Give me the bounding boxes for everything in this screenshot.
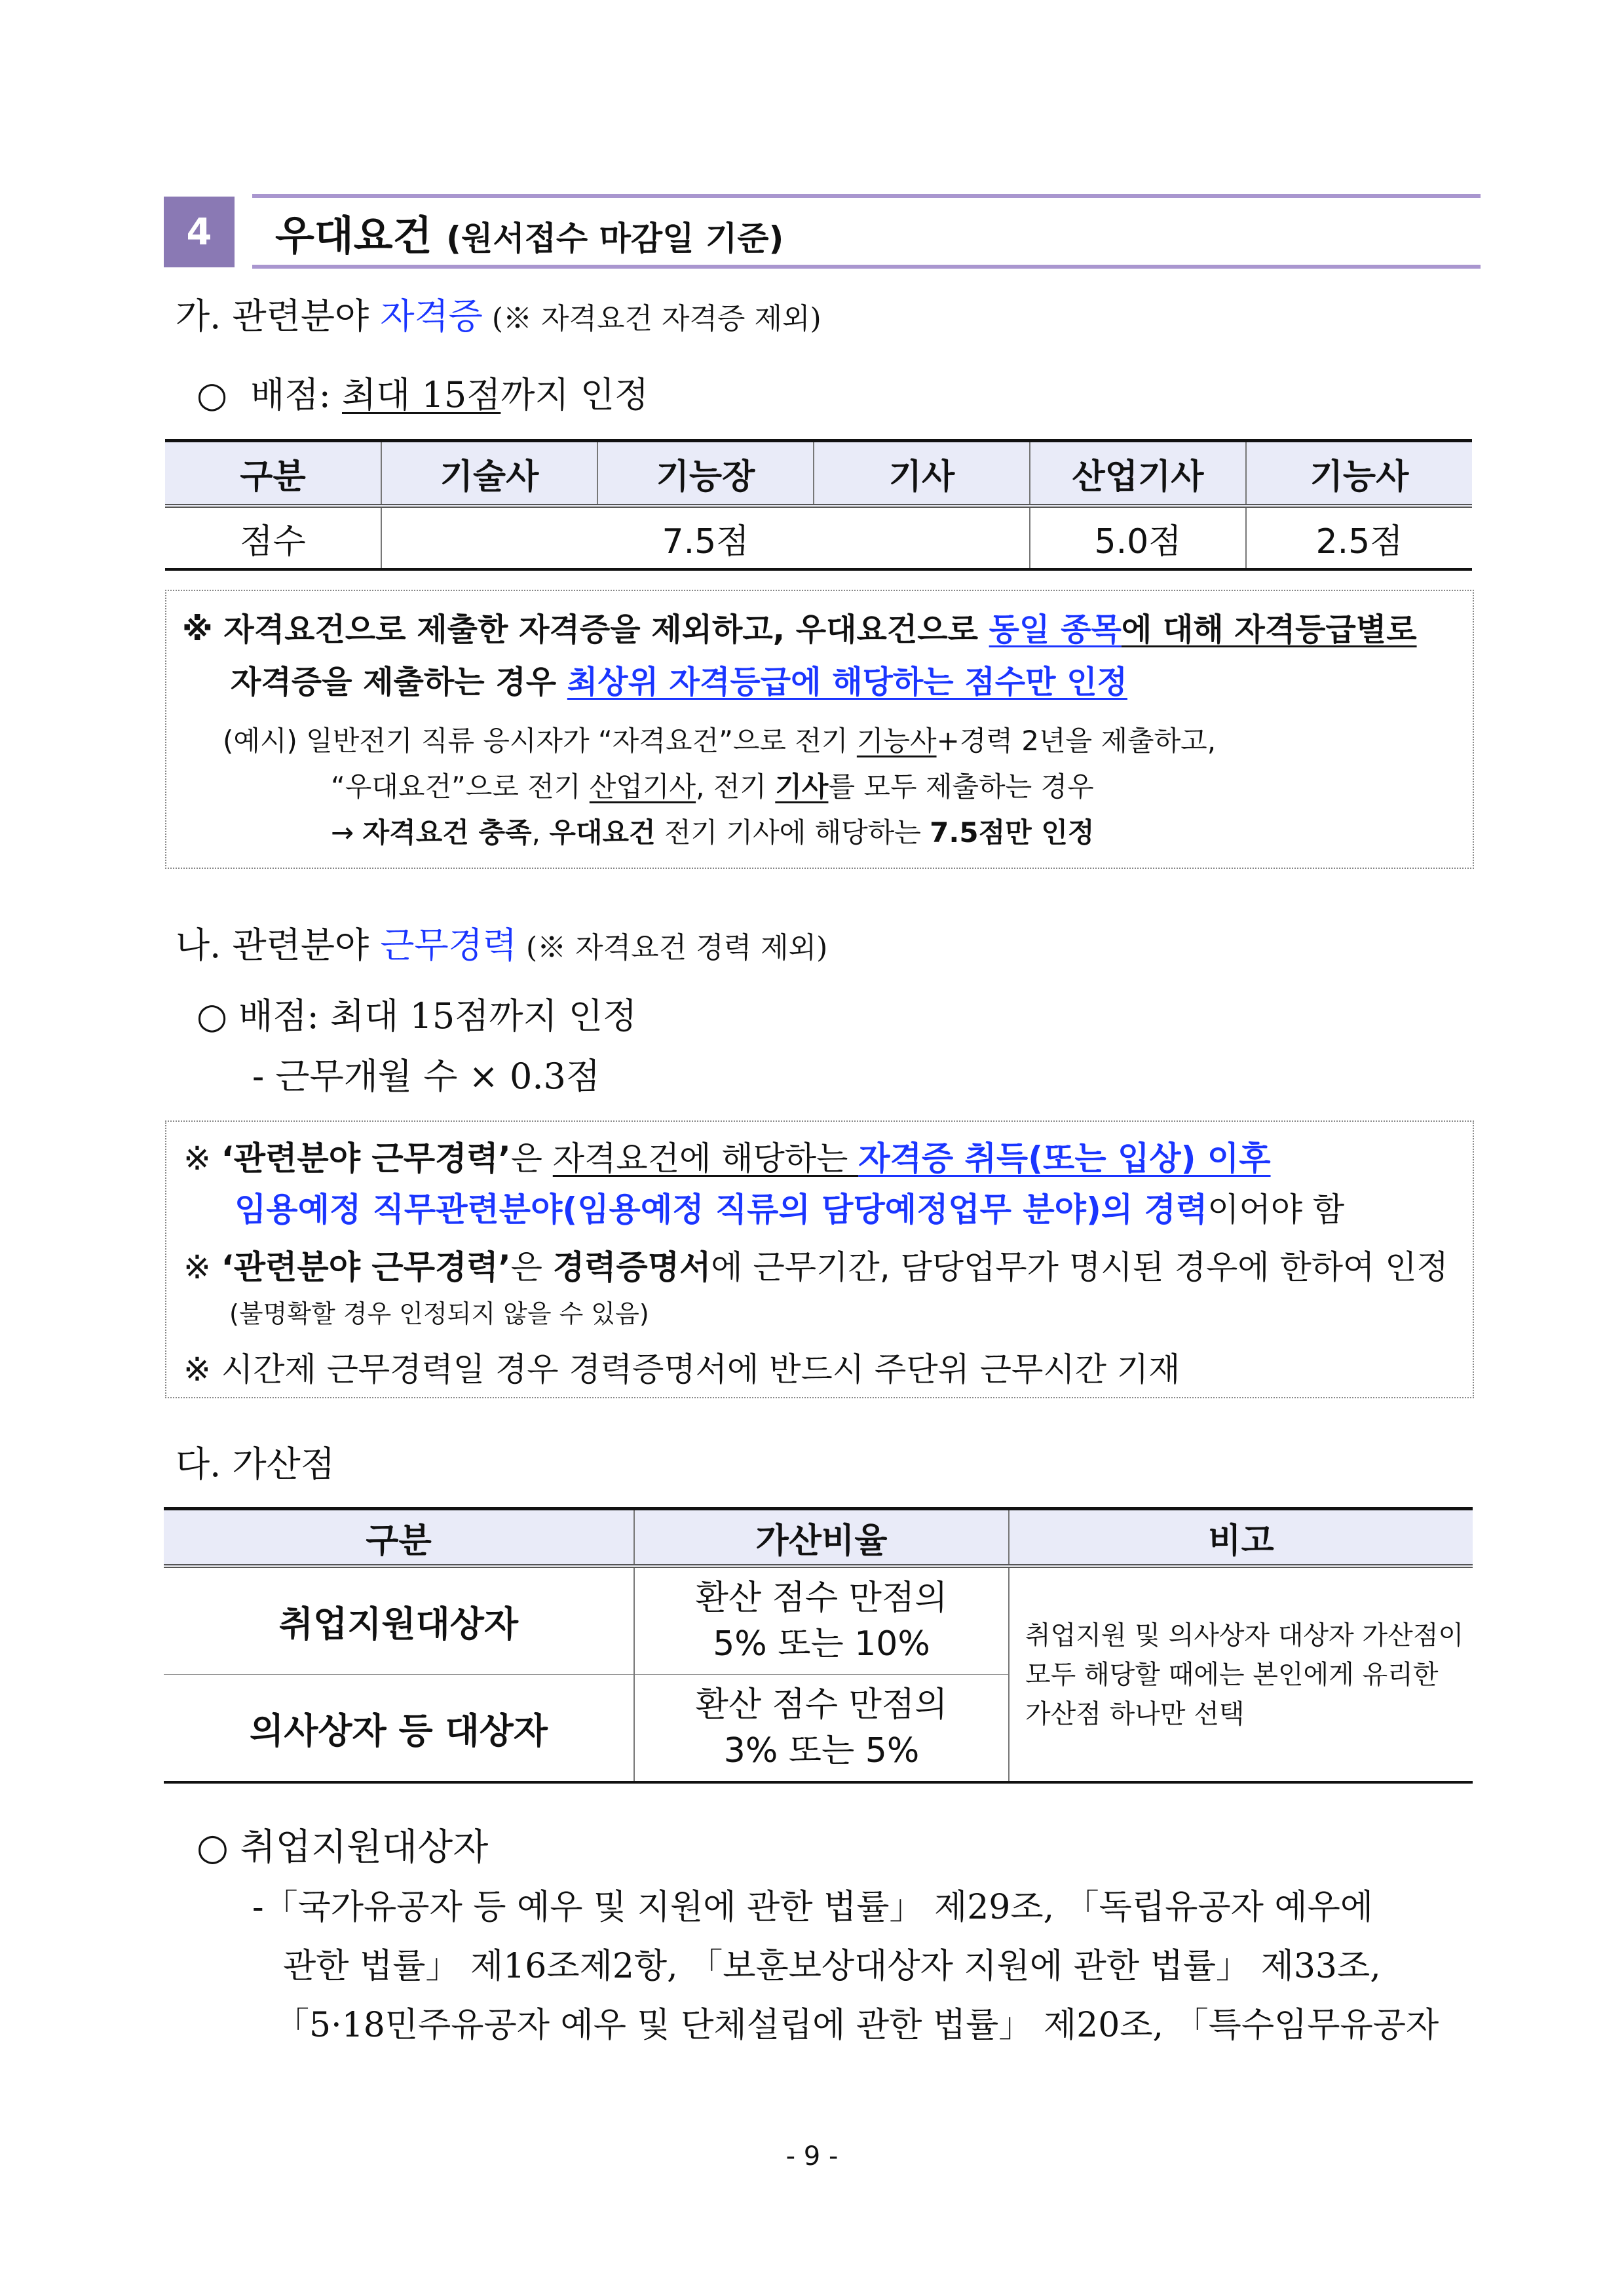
remark-line: 취업지원 및 의사상자 대상자 가산점이: [1025, 1620, 1464, 1651]
part-b-suffix: (※ 자격요건 경력 제외): [516, 931, 828, 965]
score-underlined: 최대 15점: [341, 374, 501, 415]
score-rest: 까지 인정: [500, 374, 649, 415]
part-a-score-line: [197, 367, 649, 417]
note-text: ※: [183, 1139, 221, 1177]
table-cell: 5.0점: [1030, 506, 1246, 569]
part-a-highlight: 자격증: [380, 296, 483, 337]
note-text: 자격요건으로 제출한 자격증을 제외하고, 우대요건으로: [223, 611, 989, 648]
note-text: 에 근무기간, 담당업무가 명시된 경우에 한하여 인정: [711, 1248, 1448, 1286]
part-a-prefix: 가. 관련분야: [176, 296, 381, 337]
part-a-heading: [176, 288, 821, 339]
table-cell: 점수: [240, 522, 306, 562]
law-line-2: 관한 법률」 제16조제2항, 「보훈보상대상자 지원에 관한 법률」 제33조,: [283, 1947, 1381, 1986]
note-b-line-4: (불명확할 경우 인정되지 않을 수 있음): [229, 1299, 649, 1328]
table-header-cell: 비고: [1009, 1509, 1473, 1567]
score-lead: 배점:: [250, 374, 342, 415]
note-b-line-2: [235, 1183, 1344, 1231]
table-cell: 7.5점: [381, 506, 1030, 569]
rate-line: 3% 또는 5%: [723, 1731, 920, 1770]
note-b-line-1: [183, 1132, 1271, 1179]
part-b-highlight: 근무경력: [380, 925, 517, 966]
note-text: ,: [531, 816, 550, 849]
note-a-line-2: [231, 657, 1127, 702]
part-b-score-line: ○ 배점: 최대 15점까지 인정: [197, 995, 637, 1037]
law-line-3: 「5·18민주유공자 예우 및 단체설립에 관한 법률」 제20조, 「특수임무유공자: [275, 2006, 1439, 2045]
part-b-calc-line: - 근무개월 수 × 0.3점: [252, 1056, 601, 1097]
note-text: +경력 2년을 제출하고,: [936, 725, 1217, 757]
note-bold: 우대요건: [549, 816, 656, 849]
table-header-cell: 기능사: [1246, 441, 1472, 507]
note-underlined: 산업기사: [589, 771, 696, 803]
note-text: , 전기: [696, 771, 776, 803]
section-title-main: 우대요건: [275, 212, 432, 259]
note-bold: 7.5점만 인정: [930, 816, 1095, 849]
rate-line: 5% 또는 10%: [713, 1624, 930, 1664]
table-header-row: [165, 441, 1472, 507]
note-highlight: 동일 종목: [989, 611, 1122, 648]
section-rule-bottom: [252, 265, 1481, 269]
table-header-cell: 구분: [164, 1509, 634, 1567]
note-text: 은: [510, 1139, 553, 1177]
note-bold: ‘관련분야 근무경력’: [221, 1139, 511, 1177]
note-text: ※: [183, 1248, 221, 1286]
note-underlined: 자격요건에 해당하는: [552, 1139, 859, 1177]
note-a-example-2: [331, 765, 1094, 805]
rate-line: 환산 점수 만점의: [695, 1578, 948, 1618]
remark-line: 가산점 하나만 선택: [1025, 1698, 1245, 1729]
law-line-1: -「국가유공자 등 예우 및 지원에 관한 법률」 제29조, 「독립유공자 예우에: [252, 1888, 1374, 1927]
table-header-cell: 산업기사: [1030, 441, 1246, 507]
table-cell: [634, 1566, 1009, 1675]
remark-line: 모두 해당할 때에는 본인에게 유리한: [1025, 1659, 1439, 1690]
section-rule-top: [252, 194, 1481, 198]
note-highlight: 임용예정 직무관련분야(임용예정 직류의 담당예정업무 분야)의 경력: [235, 1191, 1208, 1229]
table-header-cell: 구분: [165, 441, 381, 507]
note-a-example-3: [331, 811, 1095, 851]
note-text: 를 모두 제출하는 경우: [828, 771, 1094, 803]
note-text: 전기 기사에 해당하는: [655, 816, 930, 849]
note-underlined: 기능사: [856, 725, 937, 757]
note-text: (예시) 일반전기 직류 응시자가 “자격요건”으로 전기: [223, 725, 857, 757]
table-row: [165, 506, 1472, 569]
note-bold: ‘관련분야 근무경력’: [221, 1248, 511, 1286]
note-text: 자격증을 제출하는 경우: [231, 664, 567, 700]
part-a-suffix: (※ 자격요건 자격증 제외): [482, 302, 821, 335]
table-header-cell: 기사: [814, 441, 1030, 507]
table-header-cell: 기술사: [381, 441, 597, 507]
part-b-heading: [176, 917, 827, 968]
note-bold: 자격요건 충족: [362, 816, 532, 849]
section-title-sub: (원서접수 마감일 기준): [446, 220, 784, 258]
circle-bullet-icon: ○: [197, 374, 228, 415]
note-b-line-5: ※ 시간제 근무경력일 경우 경력증명서에 반드시 주단위 근무시간 기재: [183, 1350, 1180, 1388]
note-text: “우대요건”으로 전기: [331, 771, 590, 803]
table-cell: 취업지원대상자: [164, 1566, 634, 1675]
reference-mark: ※: [182, 611, 213, 648]
note-highlight: 최상위 자격등급에 해당하는 점수만 인정: [567, 664, 1127, 700]
table-cell: 의사상자 등 대상자: [250, 1710, 548, 1751]
page-number: - 9 -: [785, 2141, 839, 2172]
note-b-line-3: [183, 1241, 1448, 1288]
note-bold: 경력증명서: [552, 1248, 711, 1286]
section-number-badge: 4: [164, 197, 235, 267]
part-c-subheading: ○ 취업지원대상자: [197, 1826, 489, 1869]
note-text: 은: [510, 1248, 553, 1286]
note-text: 이어야 함: [1207, 1191, 1345, 1229]
table-header-cell: 가산비율: [634, 1509, 1009, 1567]
note-text: →: [331, 816, 363, 849]
table-header-cell: 기능장: [597, 441, 814, 507]
rate-line: 환산 점수 만점의: [695, 1685, 948, 1725]
section-title: [275, 203, 784, 261]
table-cell: [634, 1675, 1009, 1783]
part-b-prefix: 나. 관련분야: [176, 925, 381, 966]
part-c-heading: 다. 가산점: [176, 1444, 335, 1485]
note-underlined: 에 대해 자격등급별로: [1121, 611, 1417, 648]
note-highlight: 자격증 취득(또는 입상) 이후: [858, 1139, 1271, 1177]
table-cell: 2.5점: [1246, 506, 1472, 569]
table-row: [164, 1566, 1473, 1675]
note-underlined: 기사: [775, 771, 829, 803]
note-a-example-1: [223, 719, 1216, 759]
note-a-line-1: [182, 604, 1417, 649]
table-cell: [1009, 1566, 1473, 1782]
cert-score-table: [165, 439, 1472, 571]
bonus-points-table: [164, 1507, 1473, 1784]
table-header-row: [164, 1509, 1473, 1567]
